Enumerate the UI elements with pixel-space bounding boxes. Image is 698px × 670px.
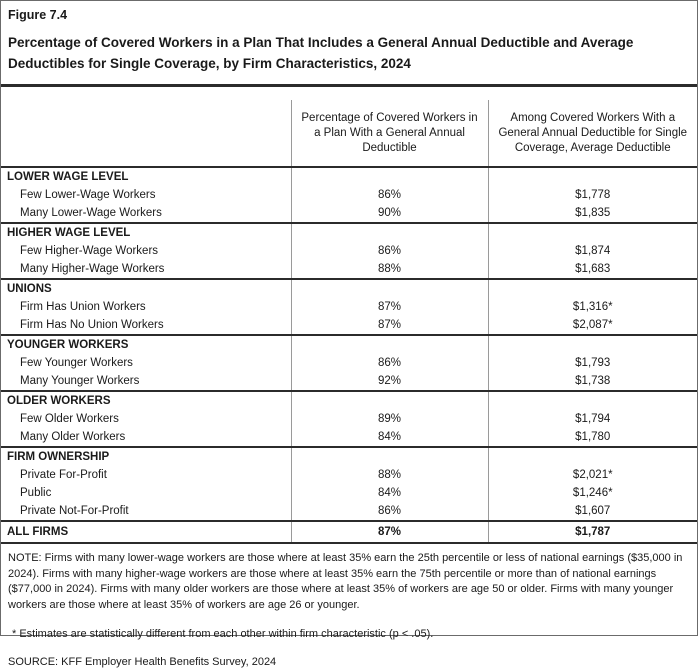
section-label: UNIONS bbox=[1, 279, 291, 298]
title-block bbox=[1, 1, 697, 84]
figure-title: Percentage of Covered Workers in a Plan That Includes a General Annual Deductible and Average Deductibles for Single Coverage, by Firm Characteristics, 2024 bbox=[8, 32, 689, 74]
note-text: NOTE: Firms with many lower-wage workers are those where at least 35% earn the 25th percentile or less of national earnings ($35,000 in 2024). Firms with many higher-wage workers are those where at least 35% earn the 75th percentile or more than of national earnings ($77,000 in 2024). Firms with many older workers are those where at least 35% of workers are age 50 or older. Firms with many younger workers are those where at least 35% of workers are age 26 or younger. bbox=[8, 551, 689, 613]
row-deductible: $1,607 bbox=[488, 502, 697, 521]
notes-block bbox=[1, 544, 697, 670]
section-row-lower-wage bbox=[1, 167, 697, 186]
section-row-higher-wage bbox=[1, 223, 697, 242]
row-deductible: $1,316* bbox=[488, 298, 697, 316]
row-label: ALL FIRMS bbox=[1, 521, 291, 543]
section-row-unions bbox=[1, 279, 697, 298]
row-pct: 87% bbox=[291, 316, 488, 335]
row-label: Many Younger Workers bbox=[1, 372, 291, 391]
row-label: Private For-Profit bbox=[1, 466, 291, 484]
row-deductible: $1,780 bbox=[488, 428, 697, 447]
row-pct: 87% bbox=[291, 298, 488, 316]
table-row bbox=[1, 502, 697, 521]
section-row-younger-workers bbox=[1, 335, 697, 354]
row-deductible: $2,087* bbox=[488, 316, 697, 335]
section-label: LOWER WAGE LEVEL bbox=[1, 167, 291, 186]
deductibles-table bbox=[1, 100, 697, 544]
row-pct: 86% bbox=[291, 242, 488, 260]
section-label: FIRM OWNERSHIP bbox=[1, 447, 291, 466]
row-label: Firm Has Union Workers bbox=[1, 298, 291, 316]
row-deductible: $1,683 bbox=[488, 260, 697, 279]
row-pct: 86% bbox=[291, 502, 488, 521]
section-label: YOUNGER WORKERS bbox=[1, 335, 291, 354]
section-label: OLDER WORKERS bbox=[1, 391, 291, 410]
row-pct: 92% bbox=[291, 372, 488, 391]
asterisk-note: * Estimates are statistically different from each other within firm characteristic (p < .05). bbox=[8, 627, 689, 643]
table-row bbox=[1, 372, 697, 391]
table-row bbox=[1, 298, 697, 316]
row-pct: 84% bbox=[291, 428, 488, 447]
table-row bbox=[1, 186, 697, 204]
row-label: Many Lower-Wage Workers bbox=[1, 204, 291, 223]
row-label: Few Higher-Wage Workers bbox=[1, 242, 291, 260]
row-deductible: $1,793 bbox=[488, 354, 697, 372]
row-deductible: $1,738 bbox=[488, 372, 697, 391]
table-row bbox=[1, 410, 697, 428]
row-deductible: $1,794 bbox=[488, 410, 697, 428]
row-deductible: $1,778 bbox=[488, 186, 697, 204]
section-row-older-workers bbox=[1, 391, 697, 410]
row-pct: 84% bbox=[291, 484, 488, 502]
row-deductible: $1,246* bbox=[488, 484, 697, 502]
row-label: Public bbox=[1, 484, 291, 502]
row-deductible: $2,021* bbox=[488, 466, 697, 484]
row-deductible: $1,835 bbox=[488, 204, 697, 223]
table-row bbox=[1, 428, 697, 447]
figure-label: Figure 7.4 bbox=[8, 8, 689, 22]
table-row bbox=[1, 260, 697, 279]
source-line: SOURCE: KFF Employer Health Benefits Survey, 2024 bbox=[8, 655, 689, 670]
row-deductible: $1,874 bbox=[488, 242, 697, 260]
section-label: HIGHER WAGE LEVEL bbox=[1, 223, 291, 242]
header-empty-cell bbox=[1, 100, 291, 167]
section-row-firm-ownership bbox=[1, 447, 697, 466]
table-row bbox=[1, 204, 697, 223]
row-pct: 89% bbox=[291, 410, 488, 428]
row-deductible: $1,787 bbox=[488, 521, 697, 543]
row-pct: 90% bbox=[291, 204, 488, 223]
row-label: Few Younger Workers bbox=[1, 354, 291, 372]
table-row bbox=[1, 354, 697, 372]
row-label: Few Lower-Wage Workers bbox=[1, 186, 291, 204]
table-row bbox=[1, 242, 697, 260]
row-label: Private Not-For-Profit bbox=[1, 502, 291, 521]
header-percentage-column: Percentage of Covered Workers in a Plan With a General Annual Deductible bbox=[291, 100, 488, 167]
table-row bbox=[1, 316, 697, 335]
row-label: Few Older Workers bbox=[1, 410, 291, 428]
title-divider bbox=[1, 84, 697, 87]
all-firms-row bbox=[1, 521, 697, 543]
table-row bbox=[1, 466, 697, 484]
row-pct: 88% bbox=[291, 260, 488, 279]
header-deductible-column: Among Covered Workers With a General Annual Deductible for Single Coverage, Average Deductible bbox=[488, 100, 697, 167]
table-header-row bbox=[1, 100, 697, 167]
row-label: Firm Has No Union Workers bbox=[1, 316, 291, 335]
table-row bbox=[1, 484, 697, 502]
row-pct: 86% bbox=[291, 354, 488, 372]
row-pct: 88% bbox=[291, 466, 488, 484]
row-pct: 87% bbox=[291, 521, 488, 543]
row-pct: 86% bbox=[291, 186, 488, 204]
row-label: Many Older Workers bbox=[1, 428, 291, 447]
row-label: Many Higher-Wage Workers bbox=[1, 260, 291, 279]
